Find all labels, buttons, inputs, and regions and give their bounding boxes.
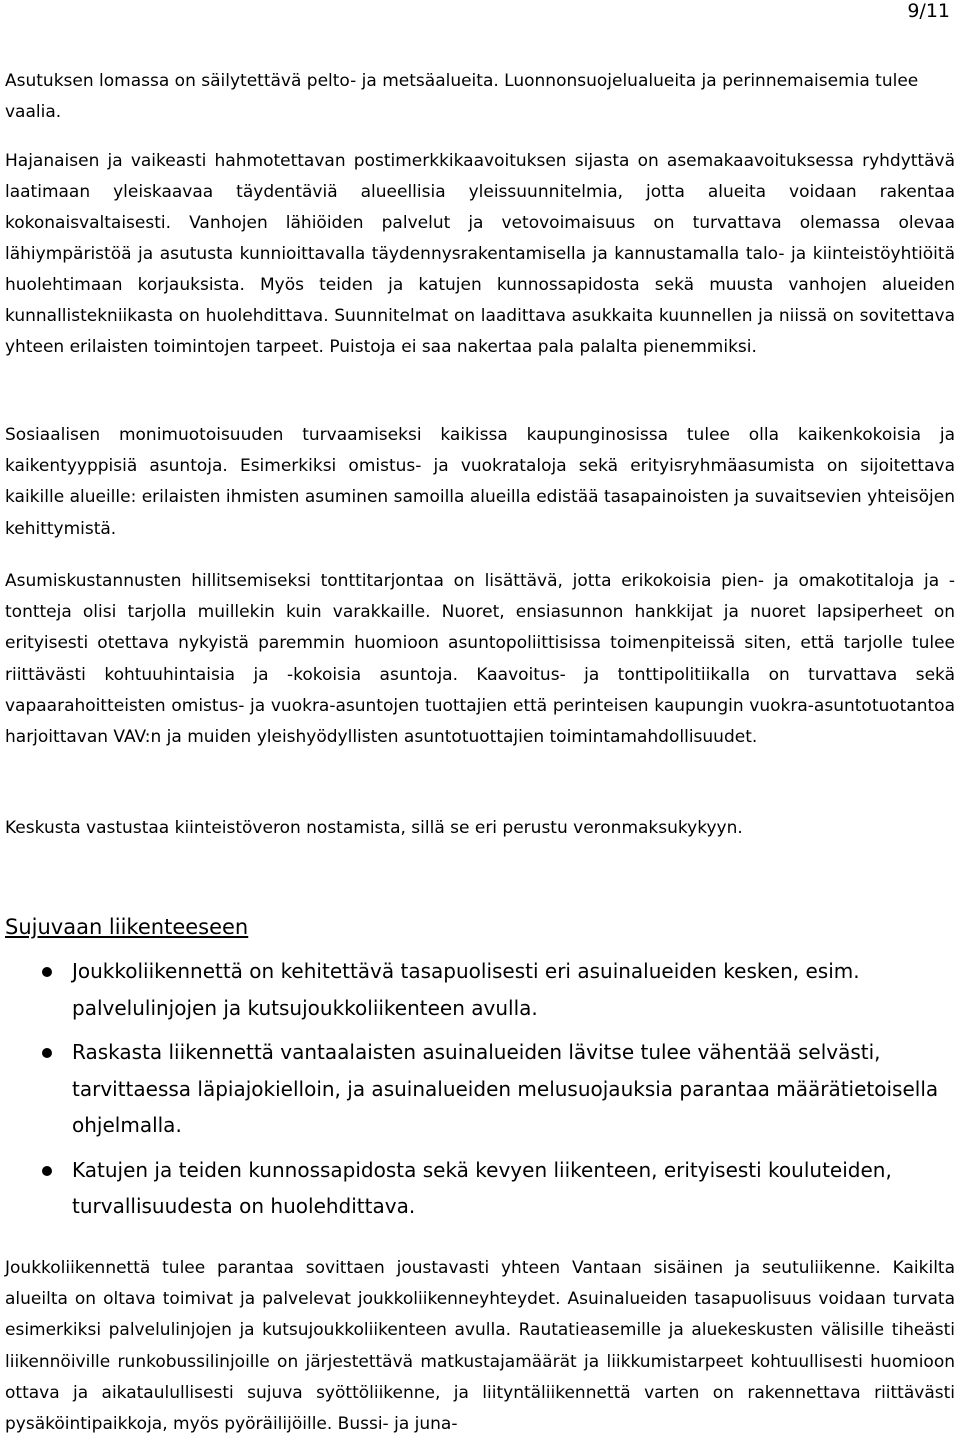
paragraph-planning: Hajanaisen ja vaikeasti hahmotettavan postimerkkikaavoituksen sijasta on asemakaavoituksessa ryhdyttävä laatimaan yleiskaavaa täydentäviä alueellisia yleissuunnitelmia, jotta alueita voidaan rakentaa kokonaisvaltaisesti. Vanhojen lähiöiden palvelut ja vetovoimaisuus on turvattava olemassa olevaa lähiympäristöä ja asutusta kunnioittavalla täydennysrakentamisella ja kannustamalla talo- ja kiinteistöyhtiöitä huolehtimaan korjauksista. Myös teiden ja katujen kunnossapidosta sekä muusta vanhojen alueiden kunnallistekniikasta on huolehdittava. Suunnitelmat on laadittava asukkaita kuunnellen ja niissä on sovitettava yhteen erilaisten toimintojen tarpeet. Puistoja ei saa nakertaa pala palalta pienemmiksi. — [5, 151, 955, 357]
paragraph-land-use: Asutuksen lomassa on säilytettävä pelto- ja metsäalueita. Luonnonsuojelualueita ja perinnemaisemia tulee vaalia. — [5, 71, 919, 122]
bullet-item — [5, 1152, 955, 1225]
bullet-item — [5, 953, 955, 1026]
bullet-icon — [42, 1048, 52, 1058]
page-number: 9/11 — [907, 0, 950, 22]
bullet-icon — [42, 1166, 52, 1176]
paragraph-social-diversity: Sosiaalisen monimuotoisuuden turvaamiseksi kaikissa kaupunginosissa tulee olla kaikenkokoisia ja kaikentyyppisiä asuntoja. Esimerkiksi omistus- ja vuokrataloja sekä erityisryhmäasumista on sijoitettava kaikille alueille: erilaisten ihmisten asuminen samoilla alueilla edistää tasapainoisten ja suvaitsevien yhteisöjen kehittymistä. — [5, 425, 955, 539]
bullet-list — [5, 953, 955, 1233]
bullet-text: Katujen ja teiden kunnossapidosta sekä kevyen liikenteen, erityisesti kouluteiden, turvallisuudesta on huolehdittava. — [72, 1157, 892, 1218]
bullet-item — [5, 1034, 955, 1144]
bullet-text: Joukkoliikennettä on kehitettävä tasapuolisesti eri asuinalueiden kesken, esim. palvelulinjojen ja kutsujoukkoliikenteen avulla. — [72, 959, 860, 1020]
paragraph-housing-costs: Asumiskustannusten hillitsemiseksi tonttitarjontaa on lisättävä, jotta erikokoisia pien- ja omakotitaloja ja -tontteja olisi tarjolla muillekin kuin varakkaille. Nuoret, ensiasunnon hankkijat ja nuoret lapsiperheet on erityisesti otettava nykyistä paremmin huomioon asuntopoliittisissa toimenpiteissä siten, että tarjolle tulee riittävästi kohtuuhintaisia ja -kokoisia asuntoja. Kaavoitus- ja tonttipolitiikalla on turvattava sekä vapaarahoitteisten omistus- ja vuokra-asuntojen tuottajien että perinteisen kaupungin vuokra-asuntotuotantoa harjoittavan VAV:n ja muiden yleishyödyllisten asuntotuottajien toimintamahdollisuudet. — [5, 571, 955, 748]
paragraph-public-transport: Joukkoliikennettä tulee parantaa sovittaen joustavasti yhteen Vantaan sisäinen ja seutuliikenne. Kaikilta alueilta on oltava toimivat ja palvelevat joukkoliikenneyhteydet. Asuinalueiden tasapuolisuus voidaan turvata esimerkiksi palvelulinjojen ja kutsujoukkoliikenteen avulla. Rautatieasemille ja aluekeskusten välisille tiheästi liikennöiville runkobussilinjoille on järjestettävä matkustajamäärät ja liikkumistarpeet kohtuullisesti huomioon ottava ja aikataulullisesti sujuva syöttöliikenne, ja liityntäliikennettä varten on rakennettava riittävästi pysäköintipaikkoja, myös pyöräilijöille. Bussi- ja juna- — [5, 1258, 955, 1435]
bullet-icon — [42, 967, 52, 977]
paragraph-property-tax: Keskusta vastustaa kiinteistöveron nostamista, sillä se eri perustu veronmaksukykyyn. — [5, 818, 743, 838]
section-heading: Sujuvaan liikenteeseen — [5, 915, 249, 939]
bullet-text: Raskasta liikennettä vantaalaisten asuinalueiden lävitse tulee vähentää selvästi, tarvittaessa läpiajokielloin, ja asuinalueiden melusuojauksia parantaa määrätietoisella ohjelmalla. — [72, 1040, 939, 1137]
